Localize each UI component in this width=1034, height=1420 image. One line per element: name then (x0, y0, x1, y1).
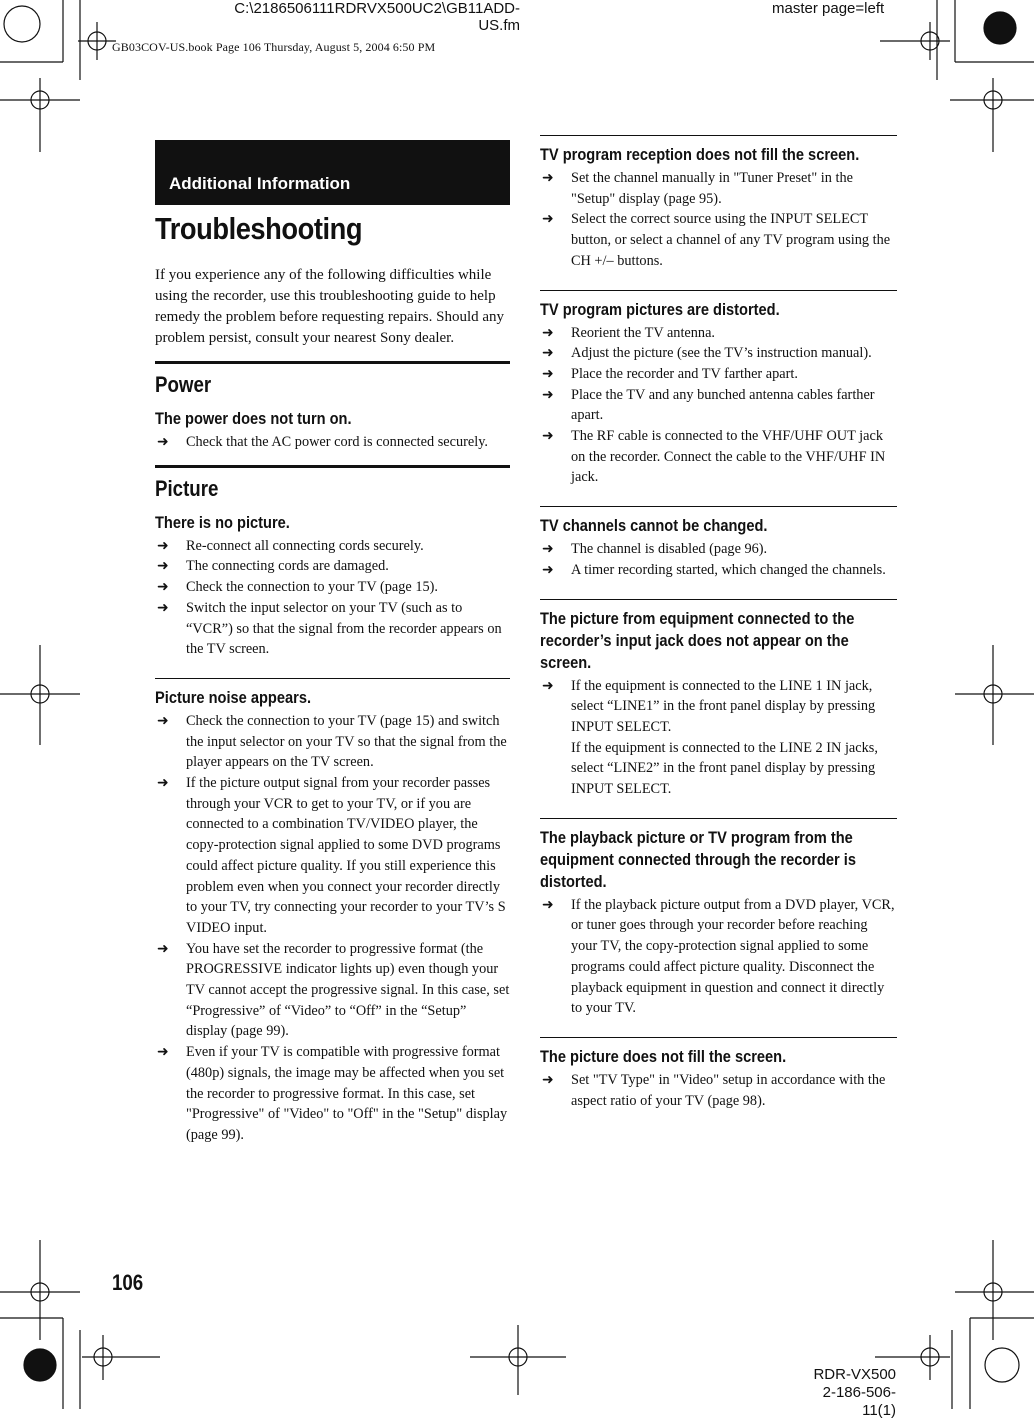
arrow-icon: ➜ (157, 537, 169, 554)
remedy-text: Set "TV Type" in "Video" setup in accordance with the aspect ratio of your TV (page 98). (571, 1071, 886, 1109)
trouble-item (540, 1037, 897, 1111)
remedy-item (155, 577, 510, 598)
remedy-text: The channel is disabled (page 96). (571, 541, 768, 558)
remedy-text: Place the TV and any bunched antenna cables farther apart. (571, 386, 875, 424)
remedy-item (540, 539, 897, 560)
remedy-text: Adjust the picture (see the TV’s instruction manual). (571, 345, 872, 362)
footer-model: RDR-VX500 2-186-506-11(1) (813, 1366, 896, 1419)
remedy-item (155, 536, 510, 557)
problem-heading: The playback picture or TV program from the equipment connected through the recorder is distorted. (540, 827, 856, 891)
master-page-label: master page=left (772, 0, 885, 17)
remedy-text: Check that the AC power cord is connected securely. (186, 434, 488, 450)
remedy-text: You have set the recorder to progressive format (the PROGRESSIVE indicator lights up) even though your TV cannot accept the progressive signal. In this case, set “Progressive” of “Video” to “Off” in the “Setup” display (page 99). (186, 940, 510, 1040)
arrow-icon: ➜ (542, 896, 554, 913)
problem-heading: The power does not turn on. (155, 409, 352, 428)
remedy-item (540, 209, 897, 271)
remedy-text: A timer recording started, which changed the channels. (571, 561, 886, 578)
remedy-text: Switch the input selector on your TV (such as to “VCR”) so that the signal from the recorder appears on the TV screen. (186, 599, 502, 658)
arrow-icon: ➜ (157, 579, 169, 596)
problem-heading: TV program reception does not fill the screen. (540, 145, 860, 164)
right-items (540, 135, 897, 1111)
problem-heading: TV channels cannot be changed. (540, 516, 768, 536)
problem-heading: TV program pictures are distorted. (540, 299, 780, 319)
arrow-icon: ➜ (542, 211, 554, 228)
arrow-icon: ➜ (542, 170, 554, 186)
remedy-list (540, 539, 897, 580)
remedy-item (155, 432, 510, 453)
section-heading: Picture (155, 475, 219, 501)
arrow-icon: ➜ (157, 940, 169, 957)
arrow-icon: ➜ (542, 324, 554, 341)
remedy-item (155, 598, 510, 660)
remedy-item (540, 364, 897, 385)
section-heading: Power (155, 372, 212, 397)
remedy-list (155, 536, 510, 660)
trouble-item (155, 408, 510, 453)
arrow-icon: ➜ (157, 775, 169, 792)
remedy-text: If the picture output signal from your recorder passes through your VCR to get to your TV, or if you are connected to a combination TV/VIDEO player, the copy-protection signal applied to some DVD programs could affect picture quality. If you still experience this problem even when you connect your recorder directly to your TV, try connecting your recorder to your TV’s S VIDEO input. (186, 775, 506, 936)
remedy-text: Select the correct source using the INPUT SELECT button, or select a channel of any TV program using the CH +/– buttons. (571, 211, 891, 269)
file-path: C:\2186506111RDRVX500UC2\GB11ADD- US.fm (234, 0, 520, 34)
trouble-item (155, 678, 510, 1146)
trouble-item (540, 599, 897, 800)
remedy-text: The connecting cords are damaged. (186, 558, 389, 575)
arrow-icon: ➜ (157, 1044, 169, 1061)
remedy-item (155, 773, 510, 939)
arrow-icon: ➜ (542, 365, 554, 382)
registration-mark-icon (4, 6, 40, 42)
arrow-icon: ➜ (157, 599, 169, 616)
page-title: Troubleshooting (155, 211, 363, 246)
arrow-icon: ➜ (157, 434, 169, 450)
left-sections (155, 361, 510, 1146)
remedy-item (540, 895, 897, 1019)
remedy-list (540, 323, 897, 489)
remedy-item (155, 556, 510, 577)
book-info: GB03COV-US.book Page 106 Thursday, August 5, 2004 6:50 PM (112, 40, 436, 54)
remedy-item (540, 560, 897, 581)
remedy-text: Check the connection to your TV (page 15) and switch the input selector on your TV so that the signal from the player appears on the TV screen. (186, 712, 507, 771)
arrow-icon: ➜ (542, 345, 554, 362)
remedy-item (540, 343, 897, 364)
remedy-item (155, 711, 510, 773)
remedy-text: Set the channel manually in "Tuner Preset" in the "Setup" display (page 95). (571, 170, 853, 207)
remedy-list (155, 432, 510, 453)
trouble-item (540, 290, 897, 489)
remedy-text: Re-connect all connecting cords securely. (186, 537, 424, 554)
remedy-text: Place the recorder and TV farther apart. (571, 365, 798, 382)
problem-heading: The picture does not fill the screen. (540, 1046, 787, 1066)
remedy-item (155, 1042, 510, 1146)
remedy-text: Check the connection to your TV (page 15). (186, 579, 438, 596)
arrow-icon: ➜ (542, 1071, 554, 1088)
remedy-list (540, 168, 897, 272)
arrow-icon: ➜ (542, 677, 554, 694)
remedy-text: Even if your TV is compatible with progressive format (480p) signals, the image may be affected when you set the recorder to progressive format. In this case, set "Progressive" of "Video" to "Off" in the "Setup" display (page 99). (186, 1044, 508, 1143)
remedy-item (540, 323, 897, 344)
left-column (155, 140, 510, 1146)
arrow-icon: ➜ (542, 561, 554, 578)
remedy-text: If the playback picture output from a DVD player, VCR, or tuner goes through your recorder before reaching your TV, the copy-protection signal applied to some programs could affect picture quality. Disconnect the playback equipment in question and connect it directly to your TV. (571, 896, 895, 1017)
remedy-text: The RF cable is connected to the VHF/UHF OUT jack on the recorder. Connect the cable to the VHF/UHF IN jack. (571, 428, 886, 486)
arrow-icon: ➜ (542, 541, 554, 558)
problem-heading: Picture noise appears. (155, 687, 312, 707)
remedy-list (540, 1070, 897, 1111)
section (155, 361, 510, 453)
right-column (540, 135, 897, 1111)
remedy-text: If the equipment is connected to the LINE 1 IN jack, select “LINE1” in the front panel display by pressing INPUT SELECT. If the equipment is connected to the LINE 2 IN jacks, select “LINE2” in the front panel display by pressing INPUT SELECT. (571, 677, 878, 798)
remedy-list (155, 711, 510, 1146)
remedy-item (155, 939, 510, 1043)
arrow-icon: ➜ (157, 712, 169, 729)
remedy-item (540, 168, 897, 209)
remedy-item (540, 1070, 897, 1111)
remedy-item (540, 676, 897, 800)
intro-paragraph: If you experience any of the following difficulties while using the recorder, use this troubleshooting guide to help remedy the problem before requesting repairs. Should any problem persist, consult your nearest Sony dealer. (155, 267, 505, 346)
remedy-item (540, 426, 897, 488)
trouble-item (540, 135, 897, 272)
arrow-icon: ➜ (157, 558, 169, 575)
remedy-text: Reorient the TV antenna. (571, 324, 715, 341)
problem-heading: The picture from equipment connected to the recorder’s input jack does not appear on the screen. (540, 608, 855, 672)
problem-heading: There is no picture. (155, 512, 290, 532)
arrow-icon: ➜ (542, 428, 554, 445)
page-number: 106 (112, 1270, 144, 1295)
arrow-icon: ➜ (542, 386, 554, 403)
remedy-list (540, 895, 897, 1019)
trouble-item (155, 512, 510, 660)
remedy-item (540, 385, 897, 426)
section-band: Additional Information (155, 140, 510, 205)
trouble-item (540, 506, 897, 580)
trouble-item (540, 818, 897, 1019)
section (155, 465, 510, 1146)
remedy-list (540, 676, 897, 800)
